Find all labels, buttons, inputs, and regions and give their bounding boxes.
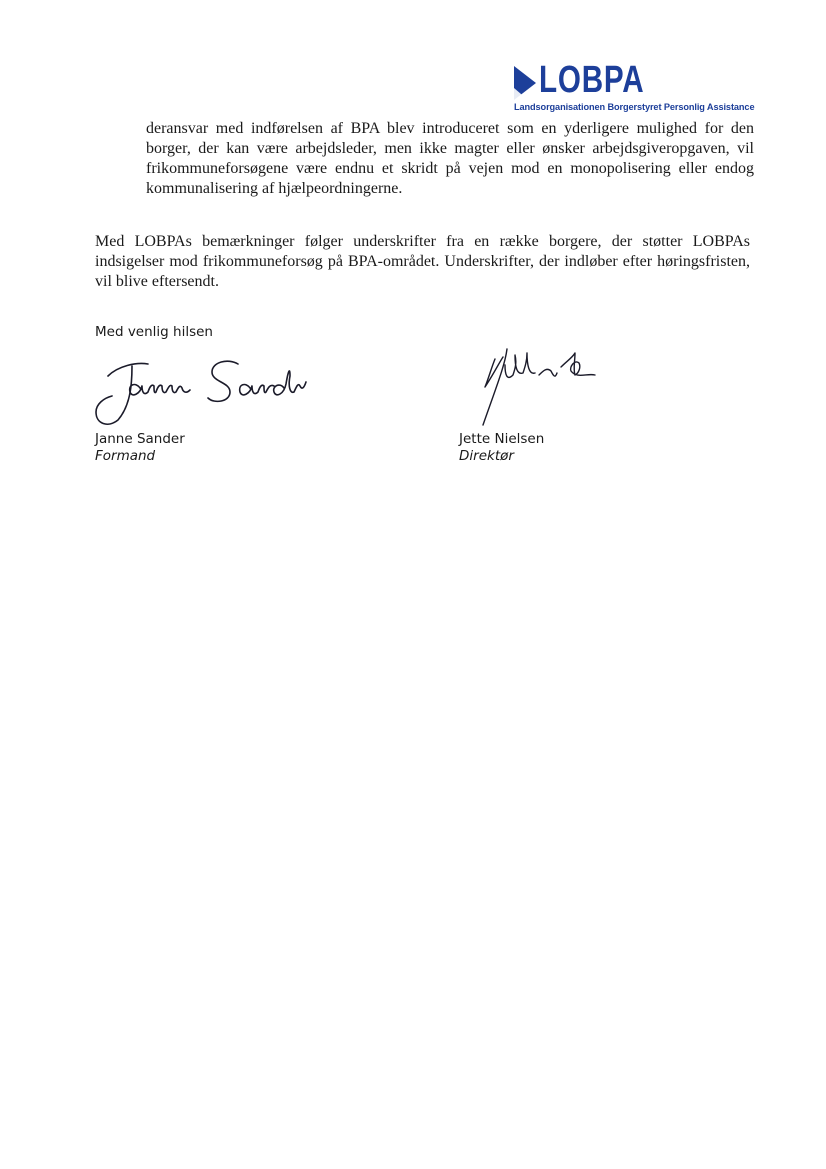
logo-subtitle: Landsorganisationen Borgerstyret Personlig Assistance bbox=[514, 102, 755, 112]
signatory-title-1: Formand bbox=[95, 448, 156, 464]
closing-salutation: Med venlig hilsen bbox=[95, 324, 213, 340]
signatory-name-1: Janne Sander bbox=[95, 431, 185, 447]
signature-janne-sander bbox=[88, 352, 318, 432]
body-paragraph-2: Med LOBPAs bemærkninger følger underskrifter fra en række borgere, der støtter LOBPAs indsigelser mod frikommuneforsøg på BPA-området. Underskrifter, der indløber efter høringsfristen, vil blive eftersendt. bbox=[95, 233, 750, 290]
signatory-title-2: Direktør bbox=[459, 448, 514, 464]
signature-jette-nielsen bbox=[475, 345, 605, 430]
lobpa-logo bbox=[512, 59, 762, 114]
signatory-name-2: Jette Nielsen bbox=[459, 431, 545, 447]
body-paragraph-1: deransvar med indførelsen af BPA blev introduceret som en yderligere mulighed for den borger, der kan være arbejdsleder, men ikke magter eller ønsker arbejdsgiveropgaven, vil frikommuneforsøgene være endnu et skridt på vejen mod en monopolisering eller endog kommunalisering af hjælpeordningerne. bbox=[146, 120, 754, 197]
logo-arrow-icon bbox=[514, 66, 536, 100]
logo-wordmark: LOBPA bbox=[539, 59, 645, 101]
